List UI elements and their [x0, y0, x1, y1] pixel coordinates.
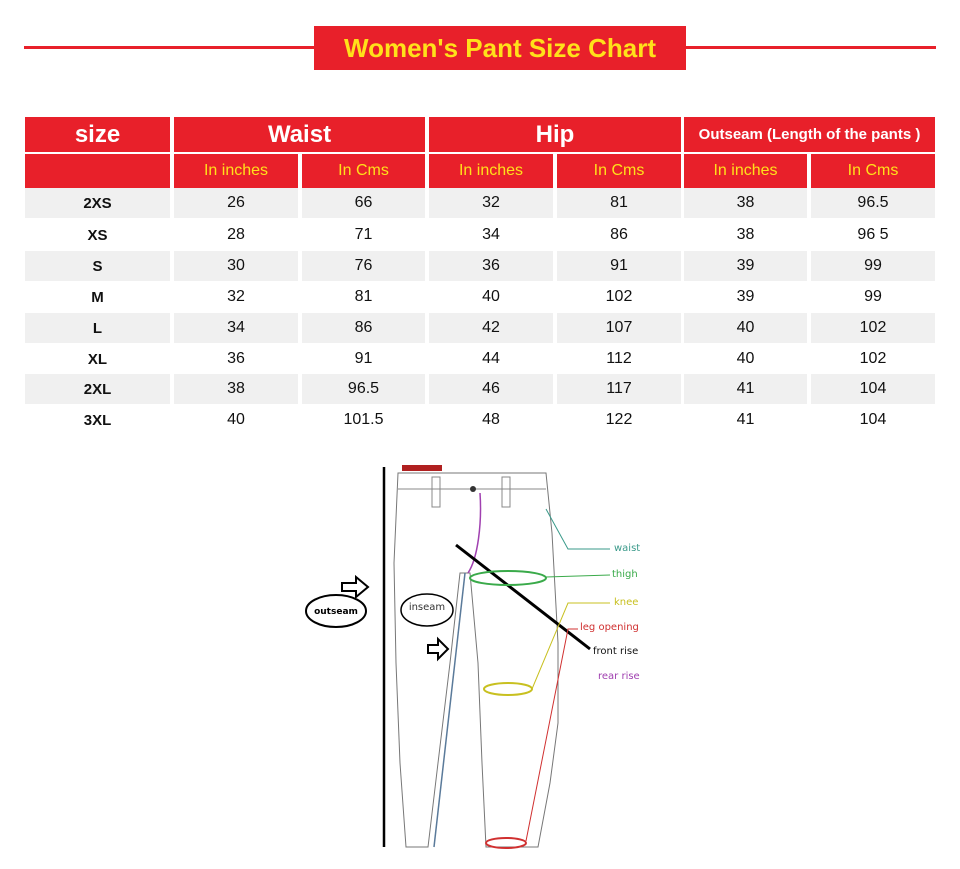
table-row-size: XS — [87, 226, 108, 244]
table-cell: 91 — [557, 251, 681, 281]
waist-label: waist — [614, 543, 641, 554]
table-row-size: S — [25, 251, 170, 281]
header-hip: Hip — [429, 117, 681, 152]
table-cell: 81 — [557, 188, 681, 218]
table-cell: 102 — [859, 350, 887, 367]
subheader-5: In inches — [684, 154, 807, 188]
table-row-size: 2XS — [25, 188, 170, 218]
table-cell: 38 — [684, 188, 807, 218]
subheader-6: In Cms — [811, 154, 935, 188]
table-cell: 48 — [482, 411, 500, 428]
knee-label: knee — [614, 597, 639, 608]
table-row-size: XL — [87, 350, 108, 368]
table-cell: 36 — [429, 251, 553, 281]
button — [470, 486, 476, 492]
table-cell: 40 — [736, 350, 755, 367]
rear-rise-label: rear rise — [598, 671, 640, 682]
table-cell: 39 — [684, 251, 807, 281]
table-cell: 38 — [174, 374, 298, 404]
table-cell: 40 — [482, 288, 500, 305]
outseam-arrow — [342, 577, 368, 597]
table-cell: 104 — [811, 374, 935, 404]
table-cell: 102 — [605, 288, 633, 305]
inseam-line — [434, 573, 465, 847]
table-cell: 44 — [482, 350, 500, 367]
belt-loop-left — [432, 477, 440, 507]
table-cell: 99 — [864, 288, 882, 305]
header-size-blank — [25, 154, 170, 188]
table-cell: 76 — [302, 251, 425, 281]
inseam-arrow — [428, 639, 448, 659]
table-row-size: 3XL — [83, 411, 112, 429]
title-line-right — [686, 46, 936, 49]
table-cell: 41 — [736, 411, 755, 428]
table-cell: 107 — [557, 313, 681, 343]
table-row-size: L — [25, 313, 170, 343]
front-rise-line — [456, 545, 590, 649]
waist-leader — [546, 509, 610, 549]
table-cell: 101.5 — [343, 411, 384, 428]
waistband-tab — [402, 465, 442, 471]
leg-opening-leader — [526, 629, 578, 841]
table-cell: 40 — [227, 411, 245, 428]
front-rise-label: front rise — [593, 646, 639, 657]
table-cell: 26 — [174, 188, 298, 218]
table-cell: 36 — [227, 350, 245, 367]
table-cell: 32 — [227, 288, 245, 305]
table-cell: 81 — [354, 288, 373, 305]
header-outseam: Outseam (Length of the pants ) — [684, 117, 935, 152]
subheader-1: In inches — [174, 154, 298, 188]
table-cell: 39 — [736, 288, 755, 305]
table-cell: 71 — [354, 226, 373, 243]
header-waist: Waist — [174, 117, 425, 152]
subheader-3: In inches — [429, 154, 553, 188]
table-cell: 122 — [605, 411, 633, 428]
table-cell: 46 — [429, 374, 553, 404]
chart-title: Women's Pant Size Chart — [314, 26, 686, 70]
thigh-leader — [546, 575, 610, 577]
thigh-ellipse — [470, 571, 546, 585]
table-cell: 34 — [482, 226, 500, 243]
header-size: size — [25, 117, 170, 152]
title-line-left — [24, 46, 314, 49]
thigh-label: thigh — [612, 569, 638, 580]
outseam-label: outseam — [314, 607, 358, 617]
table-row-size: M — [91, 288, 104, 306]
table-cell: 41 — [684, 374, 807, 404]
subheader-2: In Cms — [302, 154, 425, 188]
table-cell: 34 — [174, 313, 298, 343]
leg-opening-label: leg opening — [580, 622, 639, 633]
table-cell: 96.5 — [811, 188, 935, 218]
table-cell: 86 — [610, 226, 628, 243]
table-cell: 96 5 — [857, 226, 889, 243]
table-cell: 117 — [557, 374, 681, 404]
table-cell: 99 — [811, 251, 935, 281]
inseam-label: inseam — [408, 602, 446, 613]
pant-outline — [394, 473, 558, 847]
table-cell: 66 — [302, 188, 425, 218]
belt-loop-right — [502, 477, 510, 507]
table-cell: 102 — [811, 313, 935, 343]
subheader-4: In Cms — [557, 154, 681, 188]
table-cell: 38 — [736, 226, 755, 243]
table-cell: 112 — [606, 350, 632, 367]
pant-measurement-diagram — [300, 463, 660, 853]
table-cell: 32 — [429, 188, 553, 218]
table-cell: 40 — [684, 313, 807, 343]
table-cell: 104 — [859, 411, 887, 428]
table-cell: 42 — [429, 313, 553, 343]
table-cell: 30 — [174, 251, 298, 281]
table-row-size: 2XL — [25, 374, 170, 404]
table-cell: 96.5 — [302, 374, 425, 404]
table-cell: 86 — [302, 313, 425, 343]
table-cell: 91 — [354, 350, 373, 367]
table-cell: 28 — [227, 226, 245, 243]
knee-ellipse — [484, 683, 532, 695]
